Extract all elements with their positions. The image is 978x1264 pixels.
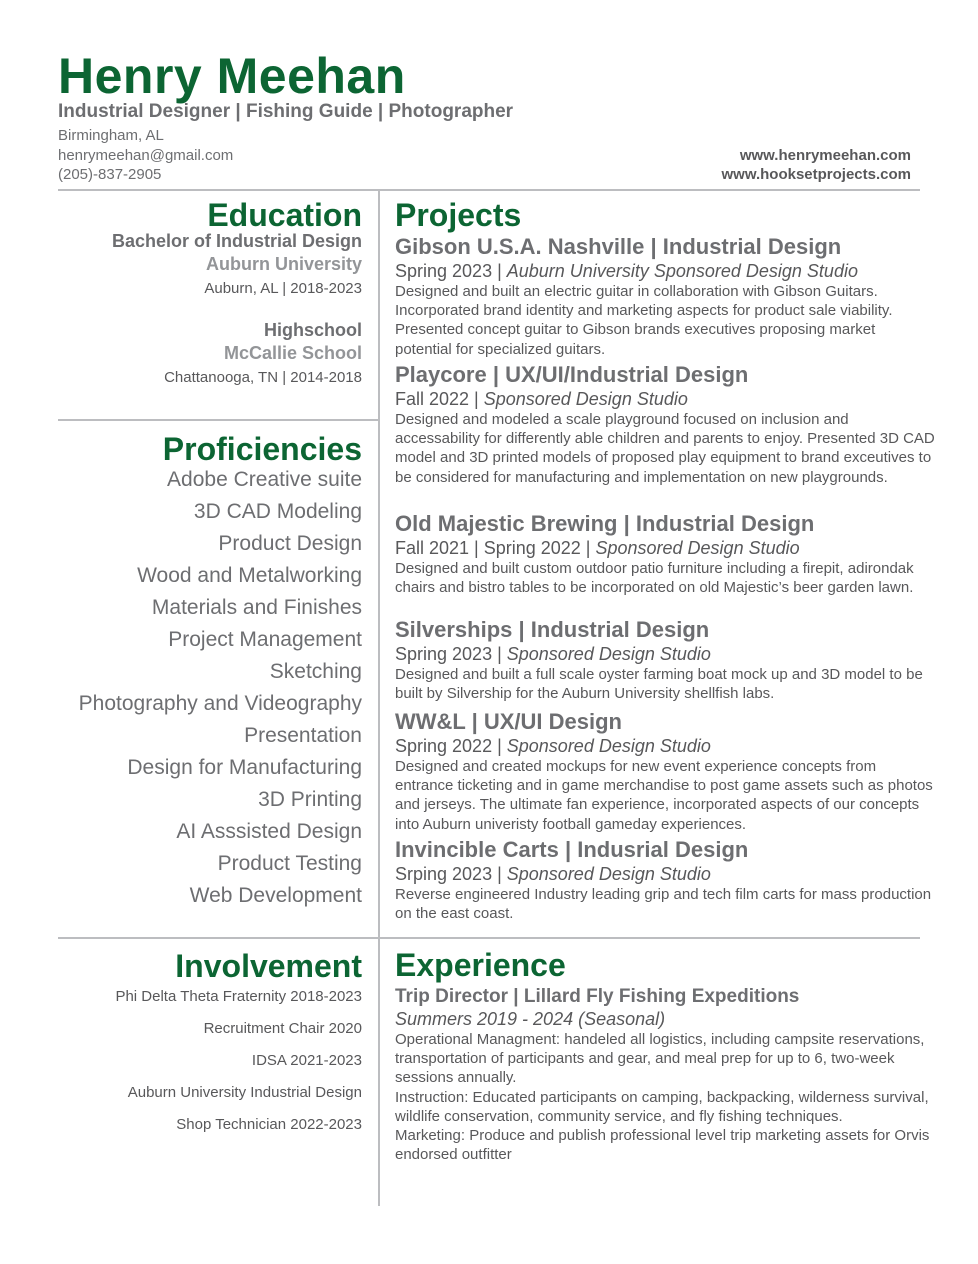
education-degree: Highschool — [264, 320, 362, 340]
project-entry — [395, 511, 935, 597]
project-entry — [395, 709, 935, 834]
education-entry — [164, 320, 362, 386]
project-title: Silverships | Industrial Design — [395, 617, 710, 642]
proficiency-item: 3D Printing — [258, 788, 362, 811]
project-entry — [395, 362, 935, 487]
project-description: Designed and built a full scale oyster farming boat mock up and 3D model to be built by Silvership for the Auburn University shellfish labs. — [395, 666, 923, 703]
proficiency-item: Project Management — [168, 628, 362, 651]
involvement-list — [115, 981, 362, 1141]
project-description: Designed and built an electric guitar in collaboration with Gibson Guitars. Incorporated brand identity and marketing aspects for product sale viability. Presented concept guitar to Gibson brands executives proposing market potential for specialized guitars. — [395, 283, 893, 358]
proficiency-item: Wood and Metalworking — [137, 564, 362, 587]
location: Birmingham, AL — [58, 127, 164, 144]
project-term — [395, 735, 935, 757]
email[interactable]: henrymeehan@gmail.com — [58, 147, 234, 164]
phone: (205)-837-2905 — [58, 166, 162, 183]
project-title: Playcore | UX/UI/Industrial Design — [395, 362, 749, 387]
tagline: Industrial Designer | Fishing Guide | Photographer — [58, 101, 514, 122]
project-title: WW&L | UX/UI Design — [395, 709, 622, 734]
project-title: Gibson U.S.A. Nashville | Industrial Design — [395, 234, 842, 259]
project-term — [395, 388, 935, 410]
project-term — [395, 537, 935, 559]
project-studio: Sponsored Design Studio — [506, 644, 711, 664]
proficiency-item: Web Development — [189, 884, 362, 907]
project-studio: Auburn University Sponsored Design Studio — [506, 261, 858, 281]
proficiency-item: Presentation — [244, 724, 362, 747]
project-studio: Sponsored Design Studio — [595, 538, 800, 558]
project-term — [395, 863, 935, 885]
project-entry — [395, 234, 935, 359]
education-entry — [112, 231, 362, 297]
education-degree: Bachelor of Industrial Design — [111, 231, 362, 251]
projects-title: Projects — [395, 197, 522, 233]
experience-paragraph: Operational Managment: handeled all logistics, including campsite reservations, transportation of participants and gear, and meal prep for up to 6, two-week sessions annually. — [395, 1031, 925, 1087]
project-entry — [395, 837, 935, 923]
project-term-text: Fall 2022 | — [395, 389, 484, 409]
experience-entry — [395, 986, 935, 1164]
website-link-1[interactable]: www.henrymeehan.com — [739, 147, 911, 164]
proficiency-item: Photography and Videography — [78, 692, 362, 715]
proficiency-item: Design for Manufacturing — [127, 756, 362, 779]
education-divider — [58, 419, 379, 421]
proficiencies-title: Proficiencies — [162, 431, 362, 467]
proficiency-item: Product Design — [218, 532, 362, 555]
education-location: Chattanooga, TN | 2014-2018 — [164, 369, 362, 386]
experience-paragraph: Instruction: Educated participants on camping, backpacking, wilderness survival, wildlife conservation, community service, and fly fishing techniques. — [395, 1088, 929, 1125]
education-school: Auburn University — [205, 254, 362, 274]
proficiencies-list — [79, 464, 362, 912]
project-term — [395, 643, 935, 665]
project-term-text: Fall 2021 | Spring 2022 | — [395, 538, 596, 558]
proficiency-item: 3D CAD Modeling — [193, 500, 362, 523]
experience-title: Experience — [395, 947, 566, 983]
involvement-item: Phi Delta Theta Fraternity 2018-2023 — [115, 988, 362, 1005]
involvement-item: IDSA 2021-2023 — [251, 1052, 362, 1069]
header-divider — [58, 189, 920, 191]
experience-role: Trip Director | Lillard Fly Fishing Expeditions — [395, 986, 800, 1007]
project-studio: Sponsored Design Studio — [506, 736, 711, 756]
section-divider — [58, 937, 920, 939]
education-location: Auburn, AL | 2018-2023 — [204, 280, 362, 297]
project-term-text: Spring 2022 | — [395, 736, 507, 756]
project-studio: Sponsored Design Studio — [506, 864, 711, 884]
involvement-item: Shop Technician 2022-2023 — [176, 1116, 362, 1133]
project-studio: Sponsored Design Studio — [483, 389, 688, 409]
column-divider — [378, 190, 380, 1206]
project-term-text: Spring 2023 | — [395, 261, 507, 281]
proficiency-item: Adobe Creative suite — [167, 468, 362, 491]
project-description: Designed and modeled a scale playground focused on inclusion and accessability for differently able children and parents to enjoy. Presented 3D CAD model and 3D printed models of proposed play equipment to brand exceutives to be considered for manufacturing and implementation on new playgrounds. — [395, 411, 935, 486]
website-link-2[interactable]: www.hooksetprojects.com — [721, 166, 911, 183]
project-entry — [395, 617, 935, 703]
project-title: Old Majestic Brewing | Industrial Design — [395, 511, 815, 536]
project-description: Reverse engineered Industry leading grip and tech film carts for mass production on the east coast. — [395, 886, 932, 923]
involvement-item: Auburn University Industrial Design — [127, 1084, 362, 1101]
education-school: McCallie School — [223, 343, 362, 363]
education-title: Education — [207, 197, 362, 233]
proficiency-item: Sketching — [269, 660, 362, 683]
candidate-name: Henry Meehan — [58, 48, 406, 104]
experience-period: Summers 2019 - 2024 (Seasonal) — [395, 1009, 666, 1029]
involvement-item: Recruitment Chair 2020 — [203, 1020, 362, 1037]
project-description: Designed and built custom outdoor patio furniture including a firepit, adirondak chairs and bistro tables to be incorporated on old Majestic’s beer garden lawn. — [395, 560, 914, 597]
project-term-text: Srping 2023 | — [395, 864, 507, 884]
project-term-text: Spring 2023 | — [395, 644, 507, 664]
project-description: Designed and created mockups for new event experience concepts from entrance ticketing and in game merchandise to post game assets such as photos and jerseys. The ultimate fan experience, incorporated aspects of our concepts into Auburn univeristy football gameday experiences. — [395, 758, 933, 833]
experience-paragraph: Marketing: Produce and publish professional level trip marketing assets for Orvis endorsed outfitter — [395, 1127, 930, 1164]
project-term — [395, 260, 935, 282]
proficiency-item: Materials and Finishes — [151, 596, 362, 619]
proficiency-item: AI Asssisted Design — [176, 820, 362, 843]
project-title: Invincible Carts | Indusrial Design — [395, 837, 749, 862]
involvement-title: Involvement — [175, 948, 362, 984]
proficiency-item: Product Testing — [217, 852, 362, 875]
